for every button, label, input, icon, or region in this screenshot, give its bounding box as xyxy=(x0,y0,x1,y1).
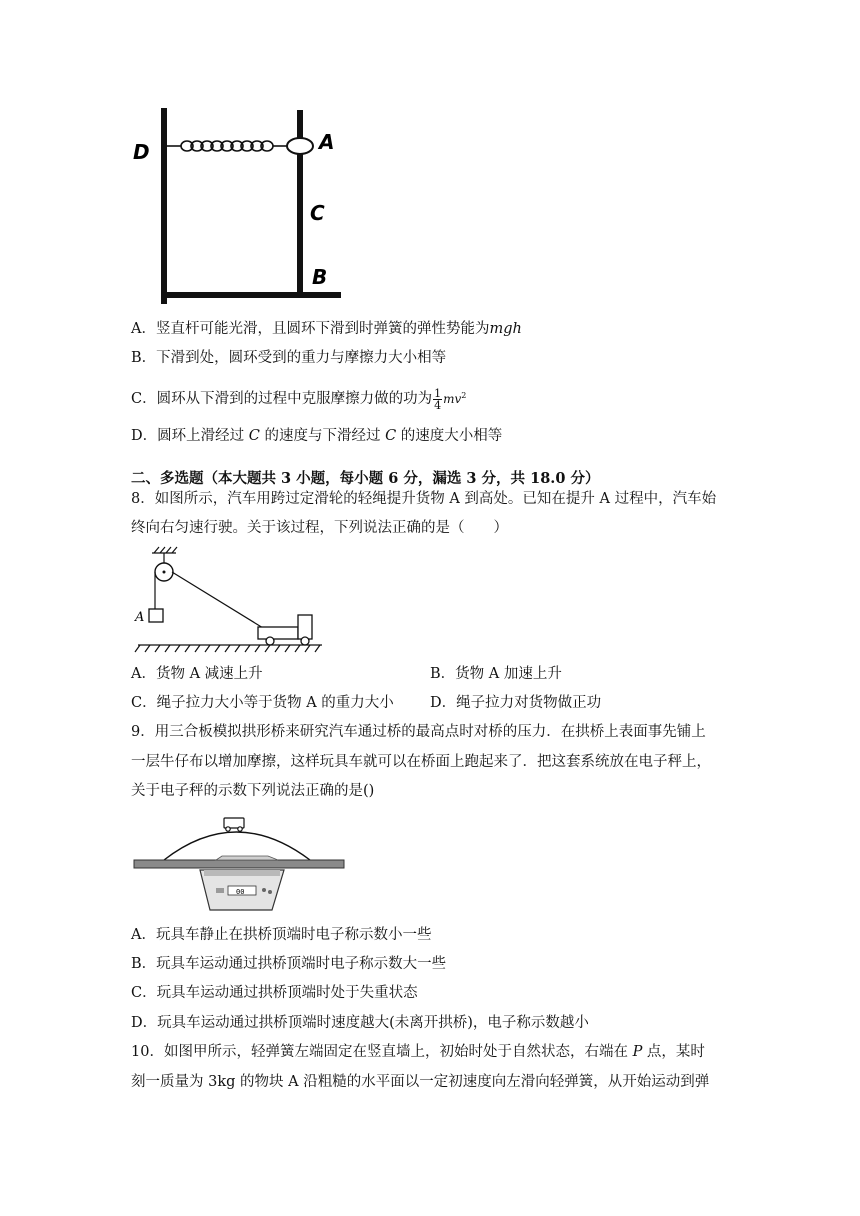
ground xyxy=(161,292,341,298)
ground-hatch xyxy=(135,645,322,652)
label-A: A xyxy=(319,130,335,154)
q7-option-b: B．下滑到处，圆环受到的重力与摩擦力大小相等 xyxy=(131,350,447,366)
q10-line1-pre: 10．如图甲所示，轻弹簧左端固定在竖直墙上，初始时处于自然状态，右端在 xyxy=(131,1044,633,1060)
q8-option-d: D．绳子拉力对货物做正功 xyxy=(430,695,602,711)
q10-line1-post: 点，某时 xyxy=(642,1044,705,1060)
q8-option-a: A．货物 A 减速上升 xyxy=(131,666,263,682)
fraction-one-quarter xyxy=(433,388,442,411)
label-B: B xyxy=(312,265,328,289)
q8-option-b: B．货物 A 加速上升 xyxy=(430,666,562,682)
q8-stem-line2: 终向右匀速行驶。关于该过程，下列说法正确的是（ ） xyxy=(131,520,508,536)
q7-option-a xyxy=(131,319,522,339)
toy-car xyxy=(224,818,244,831)
q9-stem-line1: 9．用三合板模拟拱形桥来研究汽车通过桥的最高点时对桥的压力．在拱桥上表面事先铺上 xyxy=(131,724,706,740)
q7-option-d-post: 的速度大小相等 xyxy=(396,428,503,444)
exponent: 2 xyxy=(461,391,467,400)
q9-option-d: D．玩具车运动通过拱桥顶端时速度越大(未离开拱桥)，电子称示数越小 xyxy=(131,1015,589,1031)
q7-option-d-mid: 的速度与下滑经过 xyxy=(259,428,386,444)
q7-option-d-var2: C xyxy=(385,428,397,444)
cargo-label-a: A xyxy=(135,610,145,625)
q8-option-c: C．绳子拉力大小等于货物 A 的重力大小 xyxy=(131,695,394,711)
section-2-title: 二、多选题（本大题共 3 小题，每小题 6 分，漏选 3 分，共 18.0 分） xyxy=(131,470,600,487)
q7-option-c xyxy=(131,386,466,411)
ceiling xyxy=(152,547,177,563)
label-D: D xyxy=(133,140,150,164)
q7-option-d-var1: C xyxy=(248,428,260,444)
rope-slanted xyxy=(172,572,268,631)
left-wall xyxy=(161,108,167,304)
q9-stem-line3: 关于电子秤的示数下列说法正确的是() xyxy=(131,783,375,799)
q7-option-a-text: A．竖直杆可能光滑，且圆环下滑到时弹簧的弹性势能为 xyxy=(131,321,490,337)
mv-squared xyxy=(443,392,466,406)
plywood-board xyxy=(134,860,344,868)
scale-platform xyxy=(216,856,278,860)
pulley-truck-figure xyxy=(130,545,325,657)
truck xyxy=(258,615,312,645)
q10-line1-var: P xyxy=(632,1044,643,1060)
q7-option-d-pre: D．圆环上滑经过 xyxy=(131,428,245,444)
fraction-denominator: 4 xyxy=(434,398,442,412)
q7-option-a-var: mgh xyxy=(489,321,522,337)
q10-stem-line1 xyxy=(131,1042,705,1062)
q8-stem-line1: 8．如图所示，汽车用跨过定滑轮的轻绳提升货物 A 到高处。已知在提升 A 过程中，汽车始 xyxy=(131,491,717,507)
q9-option-a: A．玩具车静止在拱桥顶端时电子称示数小一些 xyxy=(131,927,432,943)
scale-display-value: 00 xyxy=(236,888,245,896)
cargo-box-a xyxy=(149,609,163,622)
q9-stem-line2: 一层牛仔布以增加摩擦，这样玩具车就可以在桥面上跑起来了．把这套系统放在电子秤上， xyxy=(131,754,711,770)
q7-option-c-text: C．圆环从下滑到的过程中克服摩擦力做的功为 xyxy=(131,391,433,407)
spring-ring-figure xyxy=(125,100,345,310)
spring xyxy=(167,141,287,151)
mv-text: mv xyxy=(443,392,462,406)
label-C: C xyxy=(310,201,325,225)
ring xyxy=(287,138,313,154)
q7-option-d xyxy=(131,426,502,446)
fraction-numerator: 1 xyxy=(434,386,442,400)
q9-option-c: C．玩具车运动通过拱桥顶端时处于失重状态 xyxy=(131,985,418,1001)
q9-option-b: B．玩具车运动通过拱桥顶端时电子称示数大一些 xyxy=(131,956,447,972)
q10-stem-line2: 刻一质量为 3kg 的物块 A 沿粗糙的水平面以一定初速度向左滑向轻弹簧，从开始运动到弹 xyxy=(131,1074,710,1090)
arch-bridge-scale-figure xyxy=(132,812,347,917)
